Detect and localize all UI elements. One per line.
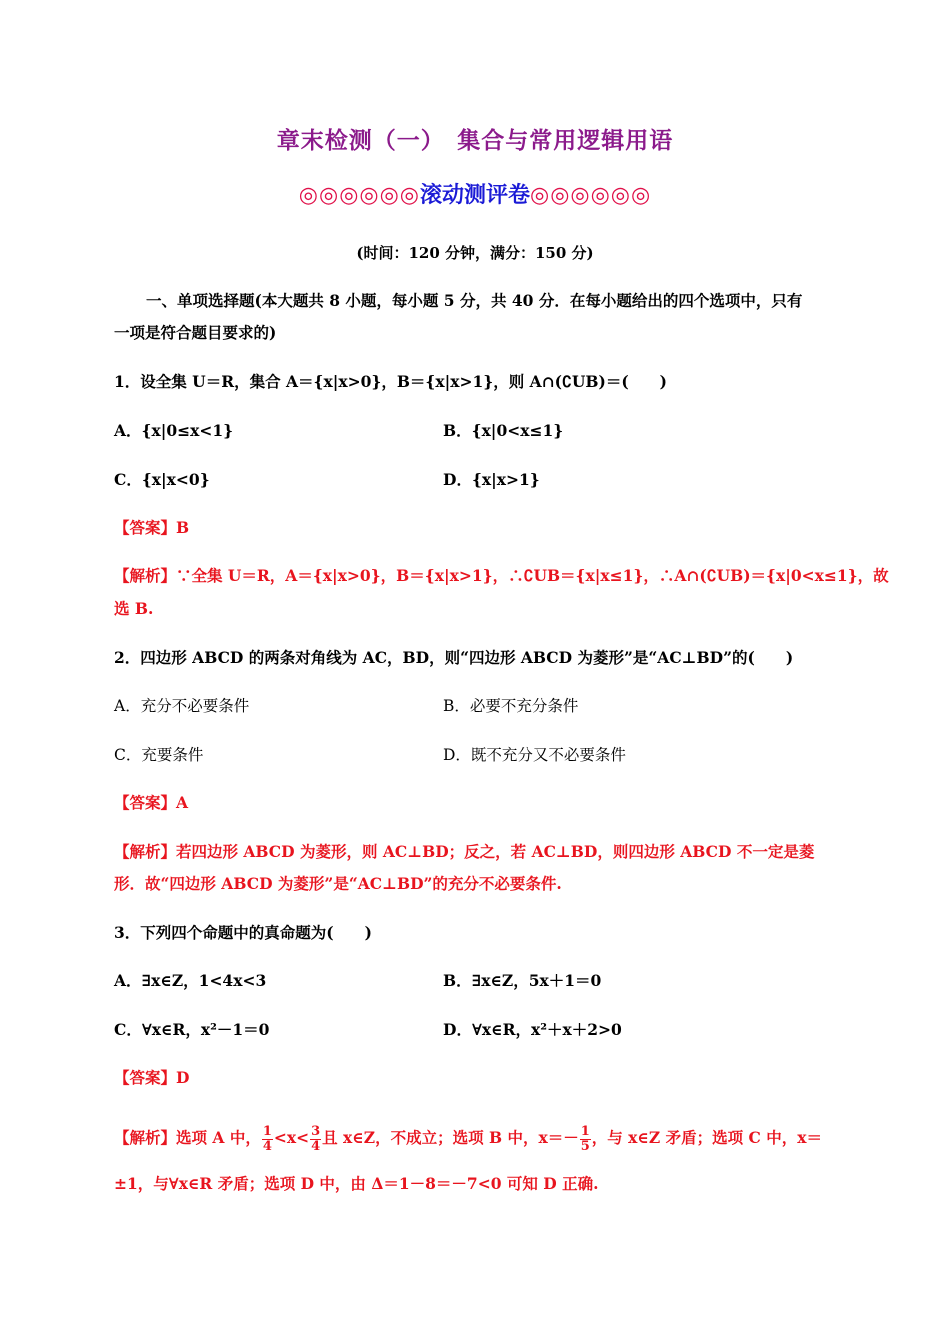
section-heading-line2: 一项是符合题目要求的) — [114, 323, 277, 342]
question-1-explanation-line1: 【解析】∵全集 U＝R，A＝{x|x>0}，B＝{x|x>1}，∴∁UB＝{x|x≤1}，∴A∩(∁UB)＝{x|0<x≤1}，故 — [114, 566, 889, 585]
time-info: (时间：120 分钟，满分：150 分) — [356, 244, 594, 262]
question-1-stem: 1．设全集 U＝R，集合 A＝{x|x>0}，B＝{x|x>1}，则 A∩(∁UB)＝( ) — [114, 372, 667, 391]
question-1-option-d: D．{x|x>1} — [443, 470, 540, 489]
question-3-stem: 3．下列四个命题中的真命题为( ) — [114, 923, 372, 942]
question-2-explanation-line2: 形．故“四边形 ABCD 为菱形”是“AC⊥BD”的充分不必要条件. — [114, 874, 562, 893]
section-heading-line1: 一、单项选择题(本大题共 8 小题，每小题 5 分，共 40 分．在每小题给出的四个选项中，只有 — [146, 291, 803, 310]
explanation-text-c: ，与 x∈Z 矛盾；选项 C 中，x＝ — [591, 1128, 822, 1147]
question-2-stem: 2．四边形 ABCD 的两条对角线为 AC，BD，则“四边形 ABCD 为菱形”是“AC⊥BD”的( ) — [114, 648, 794, 667]
page-title: 章末检测（一） 集合与常用逻辑用语 — [276, 128, 674, 154]
question-2-option-a: A．充分不必要条件 — [114, 697, 250, 715]
fraction-one-fifth: $\frac{1}{5}$ — [580, 1123, 590, 1154]
question-2-option-b: B．必要不充分条件 — [443, 697, 579, 715]
question-3-option-b: B．∃x∈Z，5x＋1＝0 — [443, 971, 602, 990]
question-3-option-c: C．∀x∈R，x²－1＝0 — [114, 1020, 270, 1039]
ring-decoration-left: ◎◎◎◎◎◎ — [298, 183, 420, 208]
inequality-text: <x< — [273, 1128, 310, 1147]
question-2-explanation-line1: 【解析】若四边形 ABCD 为菱形，则 AC⊥BD；反之，若 AC⊥BD，则四边形 ABCD 不一定是菱 — [114, 842, 815, 861]
question-1-explanation-line2: 选 B. — [114, 599, 154, 618]
question-1-answer: 【答案】B — [114, 518, 190, 537]
question-1-option-a: A．{x|0≤x<1} — [114, 421, 234, 440]
question-3-option-d: D．∀x∈R，x²＋x＋2>0 — [443, 1020, 622, 1039]
question-1-option-c: C．{x|x<0} — [114, 470, 210, 489]
question-3-explanation-line2: ±1，与∀x∈R 矛盾；选项 D 中，由 Δ＝1－8＝－7<0 可知 D 正确. — [114, 1174, 599, 1193]
page-subtitle — [0, 178, 950, 209]
ring-decoration-right: ◎◎◎◎◎◎ — [530, 183, 652, 208]
question-3-explanation-line1 — [114, 1118, 838, 1158]
question-3-option-a: A．∃x∈Z，1<4x<3 — [114, 971, 267, 990]
question-2-option-c: C．充要条件 — [114, 746, 204, 764]
explanation-text-a: 【解析】选项 A 中， — [114, 1128, 261, 1147]
question-2-answer: 【答案】A — [114, 793, 189, 812]
fraction-three-quarters: $\frac{3}{4}$ — [311, 1123, 321, 1154]
question-3-answer: 【答案】D — [114, 1068, 190, 1087]
question-2-option-d: D．既不充分又不必要条件 — [443, 746, 626, 764]
explanation-text-b: 且 x∈Z，不成立；选项 B 中，x＝－ — [322, 1128, 579, 1147]
subtitle-text: 滚动测评卷 — [419, 183, 530, 208]
fraction-one-quarter: $\frac{1}{4}$ — [262, 1123, 272, 1154]
question-1-option-b: B．{x|0<x≤1} — [443, 421, 564, 440]
